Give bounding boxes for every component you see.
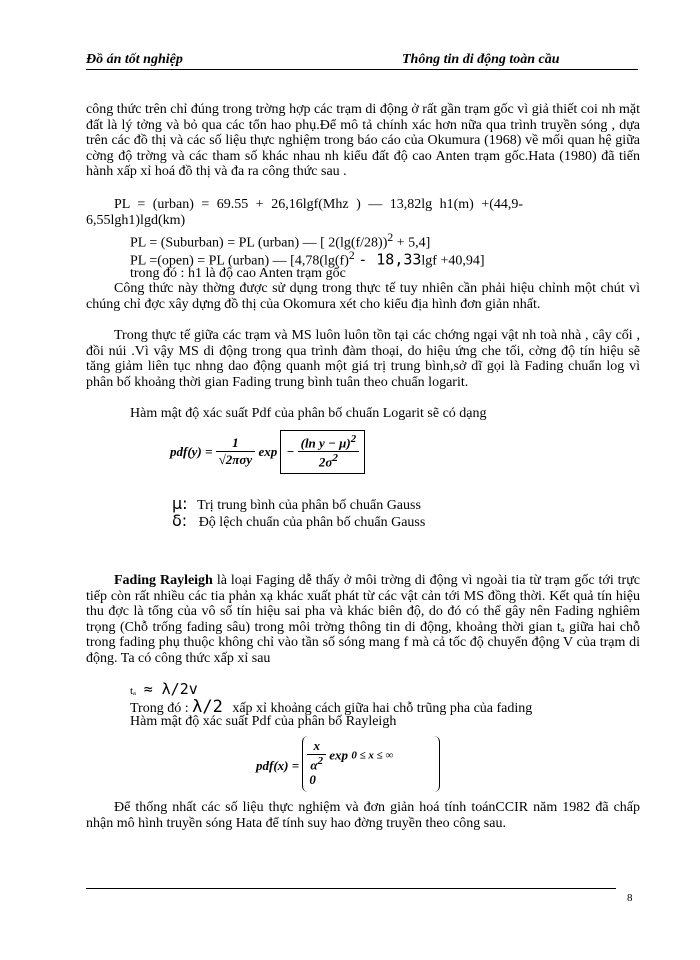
pdf-log-inner-den <box>298 452 360 470</box>
rayleigh-title: Fading Rayleigh <box>114 573 213 588</box>
rayleigh-body: là loại Faging dễ thấy ở môi trờng di động vì ngoài tia từ trạm gốc tới trực tiếp còn rất nhiều các tia phản xạ khác xuất phát từ các vật cản tới MS đồng thời. Kết quả tín hiệu thu đợc là tổng của vô số tín hiệu sai pha và khác biên độ, do đó có thể gây nên Fading nghiêm trọng (Chỗ trống fading sâu) trong môi trờng thông tin di động, khoảng thời gian tₐ giữa hai chỗ trong fading phụ thuộc không chỉ vào tần số sóng mang f mà cả tốc độ chuyển động V của trạm di động. Ta có công thức xấp xỉ sau <box>86 573 641 666</box>
pdf-log-minus: − <box>286 443 295 459</box>
header-rule <box>86 69 638 70</box>
approx-t: tₐ <box>130 685 137 697</box>
header-left: Đồ án tốt nghiệp <box>86 52 183 67</box>
pdf-ray-exp: exp <box>329 747 349 763</box>
pdf-log-inner-sup: 2 <box>350 433 357 445</box>
pdf-log-intro: Hàm mật độ xác suất Pdf của phân bố chuẩn Logarit sẽ có dạng <box>130 406 487 421</box>
pdf-ray-frac-num: x <box>307 738 326 755</box>
paragraph-ccir: Để thống nhất các số liệu thực nghiệm và đơn giản hoá tính toánCCIR năm 1982 đã chấp nhận mô hình truyền sóng Hata để tính suy hao đờng truyền theo công sau. <box>86 800 640 831</box>
pdf-log-inner-den-text: 2σ <box>318 454 333 470</box>
pdf-ray-cond: 0 ≤ x ≤ ∞ <box>351 749 394 762</box>
paragraph-rayleigh <box>86 573 640 666</box>
legend-delta <box>172 511 425 531</box>
pdf-ray-frac-den-text: α <box>310 757 318 773</box>
pdf-log-inner-num-text: (ln y − μ) <box>300 435 351 451</box>
pdf-log-inner-frac <box>298 433 360 471</box>
pdf-ray-case1 <box>307 738 393 773</box>
formula-urban-cont: 6,55lgh1)lgd(km) <box>86 213 186 228</box>
formula-open-b: lgf +40,94] <box>421 253 485 269</box>
formula-urban <box>114 197 640 213</box>
page-number: 8 <box>627 892 633 904</box>
legend-mu-text: Trị trung bình của phân bố chuẩn Gauss <box>197 498 421 513</box>
pdf-log-lhs: pdf(y) = <box>170 443 213 459</box>
legend-delta-text: Độ lệch chuẩn của phân bố chuẩn Gauss <box>198 515 426 530</box>
formula-where-h1: trong đó : h1 là độ cao Anten trạm gốc <box>130 266 346 281</box>
where-lambda-symbol: λ/2 <box>192 697 223 717</box>
formula-suburban-b: + 5,4] <box>396 235 431 251</box>
formula-open-a: PL =(open) = PL (urban) — [4,78(lg(f) <box>130 253 349 269</box>
formula-urban-line1: PL = (urban) = 69.55 + 26,16lgf(Mhz ) — 13,82lg h1(m) +(44,9- <box>114 197 524 212</box>
paragraph-lognormal: Trong thực tế giữa các trạm và MS luôn luôn tồn tại các chớng ngại vật nh toà nhà , cây cối , đồi núi .Vì vậy MS di động trong qua trình đàm thoại, do hiệu ứng che tối, cờng độ tín hiệu sẽ tăng giảm liên tục nhng dao động quanh một giá trị trung bình,sở dĩ gọi là Fading chuẩn log vì phân bố khoảng thời gian Fading trung bình tuân theo chuẩn logarit. <box>86 328 640 390</box>
where-lambda-text: xấp xỉ khoảng cách giữa hai chỗ trũng pha của fading <box>232 701 533 716</box>
pdf-log-inner-num <box>298 433 360 452</box>
paragraph-correction: Công thức này thờng được sử dụng trong thực tế tuy nhiên cần phải hiệu chỉnh một chút vì chúng chỉ đợc xây dựng đồ thị của Okomura xét cho kiểu địa hình đơn giản nhất. <box>86 281 640 312</box>
pdf-ray-frac-den <box>307 755 326 773</box>
pdf-log-frac-num: 1 <box>216 435 256 452</box>
header-right: Thông tin di động toàn cầu <box>402 52 560 67</box>
where-lambda-prefix: Trong đó : <box>130 701 189 716</box>
pdf-log-inner-den-sup: 2 <box>332 452 338 465</box>
pdf-ray-intro: Hàm mật độ xác suất Pdf của phân bố Rayleigh <box>130 714 397 729</box>
pdf-ray-brace <box>302 736 440 792</box>
pdf-ray-formula <box>256 736 440 792</box>
pdf-ray-frac <box>307 738 326 773</box>
formula-open-sup: 2 <box>348 249 355 262</box>
pdf-log-frac <box>216 435 256 468</box>
pdf-log-bracket <box>280 430 365 474</box>
footer-rule <box>86 888 616 889</box>
pdf-log-frac-den: √2πσy <box>218 452 253 468</box>
formula-suburban-a: PL = (Suburban) = PL (urban) — [ 2(lg(f/28)) <box>130 235 388 251</box>
approx-expr: ≈ λ/2v <box>143 680 198 698</box>
legend-mu-symbol: μ: <box>172 494 188 513</box>
paragraph-hata-intro: công thức trên chỉ đúng trong trờng hợp các trạm di động ở rất gần trạm gốc vì giả thiết coi nh mặt đất là lý tởng và bỏ qua các tổn hao phụ.Để mô tả chính xác hơn nữa qua trình truyền sóng , dựa trên các đồ thị và các số liệu thực nghiệm trong báo cáo của Okumura (1968) về mối quan hệ giữa cờng độ trờng và các tham số khác nhau nh kiểu đất độ cao Anten trạm gốc.Hata (1980) đã tiến hành xấp xỉ hoá đồ thị và đa ra công thức sau . <box>86 102 640 179</box>
legend-delta-symbol: δ: <box>172 511 188 530</box>
pdf-ray-zero: 0 <box>309 772 316 787</box>
formula-suburban-sup: 2 <box>387 231 394 244</box>
pdf-log-formula <box>170 430 365 474</box>
pdf-ray-frac-den-sup: 2 <box>317 755 324 767</box>
formula-open-mono: - 18,33 <box>358 250 422 269</box>
pdf-ray-lhs: pdf(x) = <box>256 758 300 773</box>
pdf-log-exp: exp <box>258 443 278 459</box>
